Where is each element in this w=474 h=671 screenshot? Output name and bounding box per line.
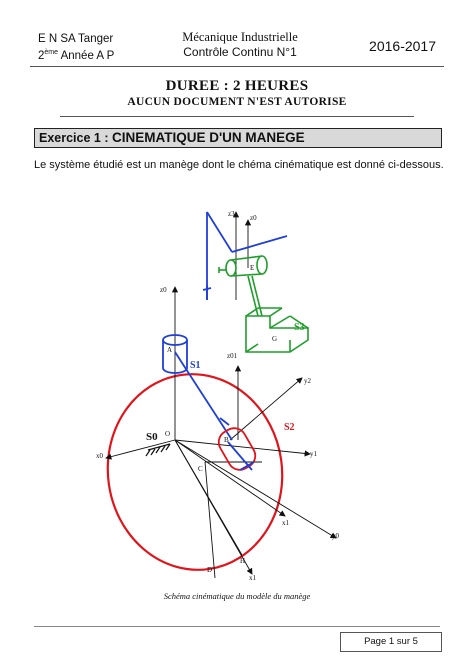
label-y0: y0	[332, 532, 339, 540]
exercise-label: Exercice 1 :	[39, 131, 112, 145]
exam-duration: DUREE : 2 HEURES	[165, 78, 309, 94]
label-y1: y1	[310, 450, 317, 458]
exam-title: Contrôle Continu N°1	[183, 45, 297, 59]
label-z3: z3	[228, 210, 235, 218]
s3-seat	[219, 256, 308, 352]
label-h: H	[240, 557, 246, 565]
subject: Mécanique Industrielle	[182, 30, 298, 44]
figure-caption: Schéma cinématique du modèle du manège	[163, 591, 311, 601]
exercise-intro: Le système étudié est un manège dont le chéma cinématique est donné ci-dessous.	[34, 159, 444, 171]
axis-x1-right	[175, 440, 285, 516]
label-o: O	[165, 430, 171, 438]
label-d: D	[207, 566, 213, 574]
label-e: E	[250, 264, 255, 272]
label-s1: S1	[190, 360, 201, 371]
s2-cylinder	[214, 424, 259, 474]
page-number: Page 1 sur 5	[340, 632, 442, 652]
label-z0-top: z0	[250, 214, 257, 222]
axis-cd	[205, 462, 215, 578]
label-s2: S2	[284, 422, 295, 433]
label-x0: x0	[96, 452, 103, 460]
label-z0-left: z0	[160, 286, 167, 294]
exercise-title: CINEMATIQUE D'UN MANEGE	[111, 130, 305, 145]
year-level: 2ème Année A P	[38, 49, 115, 62]
label-x1-right: x1	[282, 519, 289, 527]
label-a: A	[167, 346, 173, 354]
footer-divider	[34, 626, 440, 627]
label-b: B	[224, 436, 229, 444]
axis-x0	[106, 440, 175, 458]
label-x1-bottom: x1	[249, 574, 256, 582]
s1-arm	[175, 352, 232, 440]
school-name: E N SA Tanger	[38, 33, 114, 45]
label-y2: y2	[304, 377, 311, 385]
s2-circle	[95, 363, 295, 581]
label-z01: z01	[227, 352, 238, 360]
document-notice: AUCUN DOCUMENT N'EST AUTORISE	[127, 96, 347, 108]
ground-hatch	[146, 444, 170, 456]
academic-year: 2016-2017	[369, 38, 436, 54]
label-s0: S0	[146, 431, 158, 443]
label-g: G	[272, 335, 278, 343]
label-c: C	[198, 465, 203, 473]
label-s3: S3	[294, 322, 305, 333]
